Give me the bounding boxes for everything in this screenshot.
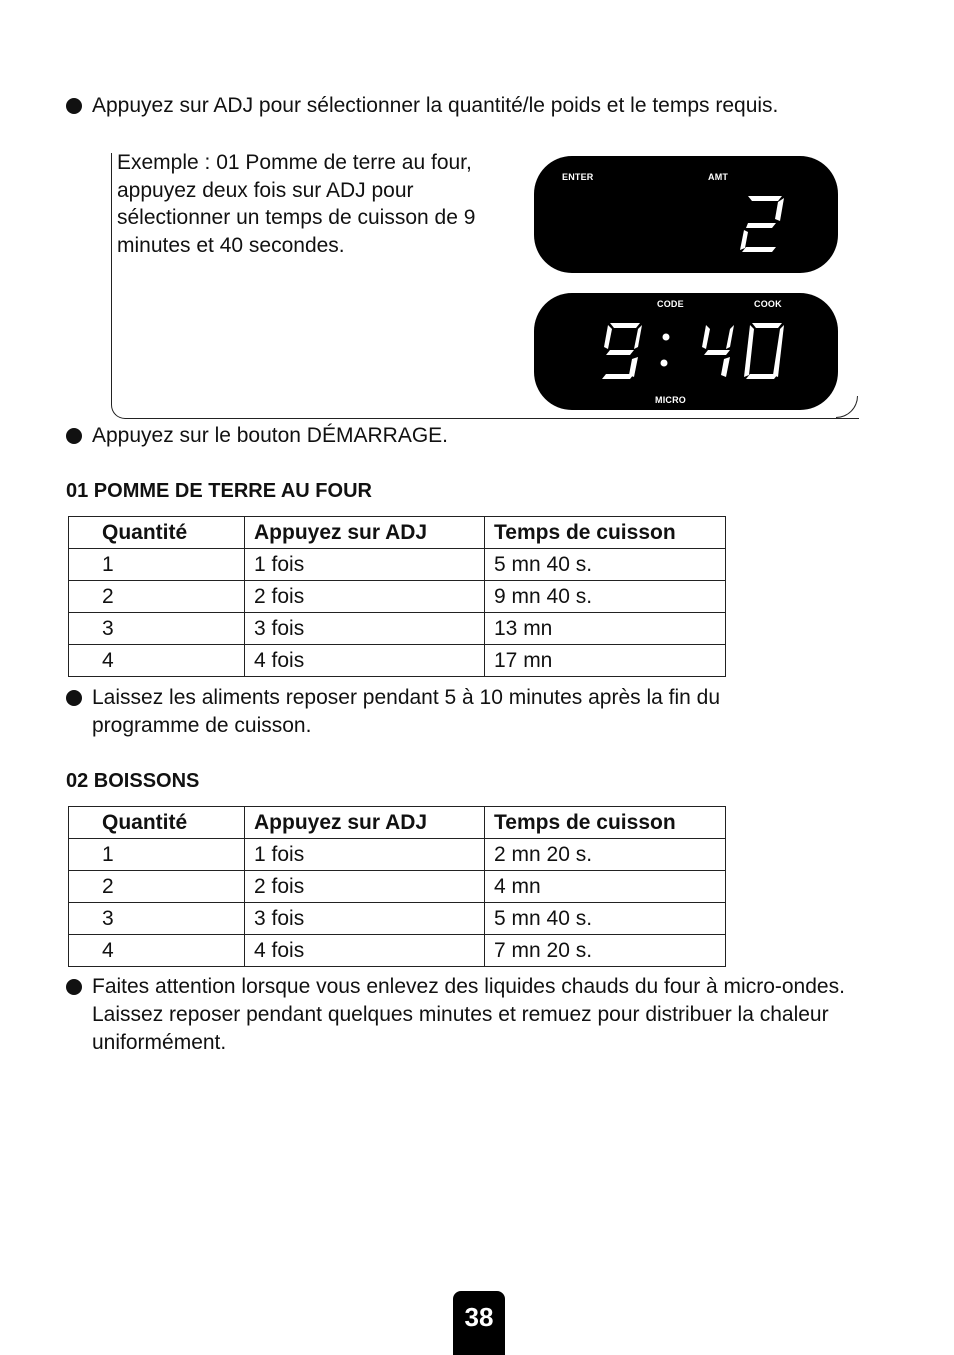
- bullet-caution-text: Faites attention lorsque vous enlevez des liquides chauds du four à micro-ondes. Laissez reposer pendant quelques minutes et remuez pour distribuer la chaleur uniformément.: [92, 975, 845, 1054]
- cell-quantity: 4: [69, 935, 245, 967]
- table-row: [69, 903, 726, 935]
- bullet-icon: [66, 98, 82, 114]
- cell-time: 9 mn 40 s.: [485, 581, 726, 613]
- cell-adj: 3 fois: [245, 903, 485, 935]
- cell-quantity: 1: [69, 549, 245, 581]
- cell-adj: 2 fois: [245, 871, 485, 903]
- section-title-drinks: 02 BOISSONS: [66, 770, 200, 792]
- bullet-icon: [66, 428, 82, 444]
- table-row: [69, 581, 726, 613]
- table-drinks: [68, 806, 726, 967]
- cell-quantity: 2: [69, 871, 245, 903]
- cell-adj: 3 fois: [245, 613, 485, 645]
- table-row: [69, 871, 726, 903]
- lcd-label-enter: ENTER: [562, 172, 594, 182]
- table-row: [69, 839, 726, 871]
- col-header-adj: Appuyez sur ADJ: [245, 807, 485, 839]
- cell-quantity: 4: [69, 645, 245, 677]
- section-title-potato: 01 POMME DE TERRE AU FOUR: [66, 480, 372, 502]
- bullet-adj-text: Appuyez sur ADJ pour sélectionner la quantité/le poids et le temps requis.: [92, 94, 779, 117]
- table-row: [69, 935, 726, 967]
- col-header-quantity: Quantité: [69, 807, 245, 839]
- table-potato: [68, 516, 726, 677]
- cell-time: 5 mn 40 s.: [485, 903, 726, 935]
- lcd-time-digits: [594, 319, 794, 383]
- cell-adj: 4 fois: [245, 935, 485, 967]
- table-row: [69, 549, 726, 581]
- table-row: [69, 613, 726, 645]
- bullet-icon: [66, 690, 82, 706]
- cell-quantity: 1: [69, 839, 245, 871]
- col-header-time: Temps de cuisson: [485, 807, 726, 839]
- bullet-start-text: Appuyez sur le bouton DÉMARRAGE.: [92, 424, 448, 447]
- page-number: 38: [453, 1291, 505, 1355]
- cell-adj: 1 fois: [245, 549, 485, 581]
- lcd-label-amt: AMT: [708, 172, 729, 182]
- cell-time: 5 mn 40 s.: [485, 549, 726, 581]
- cell-time: 2 mn 20 s.: [485, 839, 726, 871]
- table-row: [69, 645, 726, 677]
- lcd-label-cook: COOK: [754, 299, 782, 309]
- lcd-display-time: [534, 293, 838, 410]
- cell-time: 17 mn: [485, 645, 726, 677]
- cell-quantity: 2: [69, 581, 245, 613]
- col-header-time: Temps de cuisson: [485, 517, 726, 549]
- lcd-digit-2: [734, 192, 794, 256]
- cell-adj: 2 fois: [245, 581, 485, 613]
- cell-quantity: 3: [69, 613, 245, 645]
- col-header-adj: Appuyez sur ADJ: [245, 517, 485, 549]
- bullet-rest-text: Laissez les aliments reposer pendant 5 à 10 minutes après la fin du programme de cuisson.: [92, 686, 721, 737]
- lcd-display-amount: [534, 156, 838, 273]
- cell-adj: 1 fois: [245, 839, 485, 871]
- cell-time: 7 mn 20 s.: [485, 935, 726, 967]
- bullet-icon: [66, 979, 82, 995]
- cell-time: 4 mn: [485, 871, 726, 903]
- lcd-label-micro: MICRO: [655, 395, 686, 405]
- table-header-row: [69, 517, 726, 549]
- cell-time: 13 mn: [485, 613, 726, 645]
- lcd-label-code: CODE: [657, 299, 684, 309]
- col-header-quantity: Quantité: [69, 517, 245, 549]
- cell-quantity: 3: [69, 903, 245, 935]
- cell-adj: 4 fois: [245, 645, 485, 677]
- table-header-row: [69, 807, 726, 839]
- example-text: Exemple : 01 Pomme de terre au four, appuyez deux fois sur ADJ pour sélectionner un temps de cuisson de 9 minutes et 40 secondes.: [117, 151, 476, 257]
